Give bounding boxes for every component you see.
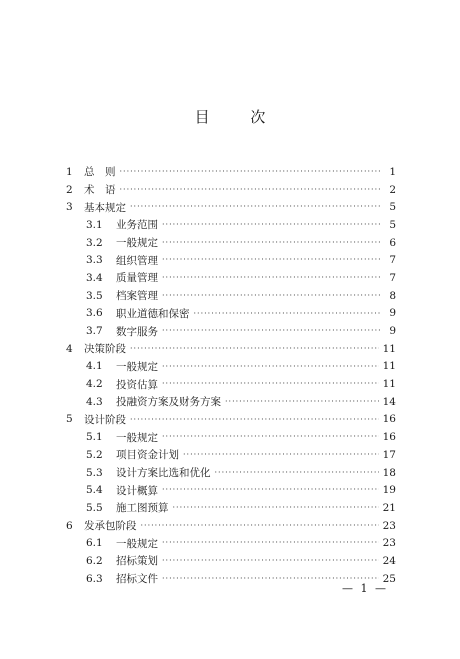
- toc-entry-label: 总 则: [84, 166, 116, 179]
- toc-entry-number: 3: [66, 201, 73, 214]
- page-number-footer: — 1 —: [342, 582, 388, 595]
- toc-subentry[interactable]: [66, 269, 396, 287]
- toc-subentry[interactable]: [66, 322, 396, 340]
- toc-entry-number: 5.3: [86, 466, 103, 479]
- dot-leader: [183, 446, 379, 464]
- toc-subentry[interactable]: [66, 428, 396, 446]
- dot-leader: [162, 481, 379, 499]
- toc-entry-number: 6.3: [86, 572, 103, 585]
- toc-subentry[interactable]: [66, 216, 396, 234]
- toc-entry-page: 5: [389, 218, 396, 231]
- dot-leader: [162, 552, 379, 570]
- dot-leader: [162, 251, 382, 269]
- dot-leader: [162, 216, 382, 234]
- toc-entry-number: 5.2: [86, 448, 103, 461]
- toc-entry-number: 3.5: [86, 289, 103, 302]
- toc-entry-number: 5.1: [86, 431, 103, 444]
- toc-entry[interactable]: [66, 340, 396, 358]
- toc-entry-number: 5: [66, 413, 73, 426]
- toc-entry-page: 23: [382, 519, 396, 532]
- toc-entry-number: 4.3: [86, 395, 103, 408]
- dot-leader: [162, 269, 382, 287]
- toc-subentry[interactable]: [66, 358, 396, 376]
- toc-subentry[interactable]: [66, 481, 396, 499]
- toc-entry-label: 一般规定: [116, 431, 158, 444]
- toc-entry-number: 4.1: [86, 360, 103, 373]
- toc-entry-number: 6.1: [86, 537, 103, 550]
- toc-entry-page: 9: [389, 307, 396, 320]
- toc-entry-page: 25: [382, 572, 396, 585]
- toc-entry-number: 3.7: [86, 325, 103, 338]
- toc-entry-label: 项目资金计划: [116, 449, 179, 462]
- toc-entry-page: 9: [389, 325, 396, 338]
- toc-subentry[interactable]: [66, 375, 396, 393]
- toc-entry-label: 设计方案比选和优化: [116, 467, 211, 480]
- dot-leader: [162, 428, 379, 446]
- toc-entry-page: 19: [382, 484, 396, 497]
- dot-leader: [215, 464, 379, 482]
- dot-leader: [130, 198, 382, 216]
- toc-entry-page: 1: [389, 165, 396, 178]
- toc-entry-page: 7: [389, 254, 396, 267]
- dot-leader: [120, 163, 383, 181]
- toc-subentry[interactable]: [66, 464, 396, 482]
- toc-entry[interactable]: [66, 181, 396, 199]
- toc-entry-number: 3.1: [86, 218, 103, 231]
- toc-entry-label: 业务范围: [116, 219, 158, 232]
- toc-entry-number: 1: [66, 165, 73, 178]
- table-of-contents: [66, 163, 396, 588]
- toc-entry-page: 11: [382, 342, 396, 355]
- toc-entry-page: 7: [389, 271, 396, 284]
- toc-entry-number: 3.4: [86, 271, 103, 284]
- toc-entry-page: 23: [382, 537, 396, 550]
- toc-entry-page: 11: [382, 360, 396, 373]
- toc-entry-label: 质量管理: [116, 272, 158, 285]
- toc-entry-label: 施工图预算: [116, 502, 169, 515]
- toc-entry-page: 5: [389, 201, 396, 214]
- dot-leader: [173, 499, 379, 517]
- toc-entry-label: 数字服务: [116, 325, 158, 338]
- toc-entry-page: 16: [382, 431, 396, 444]
- toc-entry-page: 14: [382, 395, 396, 408]
- toc-entry[interactable]: [66, 517, 396, 535]
- toc-entry-label: 职业道德和保密: [116, 307, 190, 320]
- toc-entry-number: 6.2: [86, 554, 103, 567]
- toc-entry-label: 档案管理: [116, 290, 158, 303]
- dot-leader: [162, 375, 379, 393]
- dot-leader: [130, 411, 379, 429]
- toc-entry-label: 设计阶段: [84, 413, 126, 426]
- toc-entry-number: 2: [66, 183, 73, 196]
- dot-leader: [194, 305, 383, 323]
- toc-subentry[interactable]: [66, 499, 396, 517]
- toc-entry-page: 2: [389, 183, 396, 196]
- toc-subentry[interactable]: [66, 305, 396, 323]
- toc-entry-label: 一般规定: [116, 360, 158, 373]
- toc-subentry[interactable]: [66, 446, 396, 464]
- dot-leader: [130, 340, 379, 358]
- toc-subentry[interactable]: [66, 534, 396, 552]
- toc-entry-page: 11: [382, 378, 396, 391]
- toc-entry-label: 基本规定: [84, 201, 126, 214]
- toc-entry-label: 一般规定: [116, 237, 158, 250]
- toc-entry-label: 一般规定: [116, 537, 158, 550]
- toc-subentry[interactable]: [66, 393, 396, 411]
- toc-entry-label: 投融资方案及财务方案: [116, 396, 221, 409]
- toc-entry-number: 4.2: [86, 378, 103, 391]
- dot-leader: [162, 234, 382, 252]
- toc-entry-number: 4: [66, 342, 73, 355]
- toc-entry-number: 3.6: [86, 307, 103, 320]
- toc-entry-number: 5.4: [86, 484, 103, 497]
- toc-entry-page: 16: [382, 413, 396, 426]
- toc-subentry[interactable]: [66, 251, 396, 269]
- toc-entry-page: 6: [389, 236, 396, 249]
- toc-entry[interactable]: [66, 411, 396, 429]
- toc-entry-number: 6: [66, 519, 73, 532]
- dot-leader: [162, 287, 382, 305]
- dot-leader: [225, 393, 379, 411]
- toc-entry-page: 8: [389, 289, 396, 302]
- toc-entry-number: 3.2: [86, 236, 103, 249]
- toc-entry-label: 投资估算: [116, 378, 158, 391]
- toc-entry[interactable]: [66, 163, 396, 181]
- toc-entry-page: 21: [382, 501, 396, 514]
- toc-entry-label: 术 语: [84, 184, 116, 197]
- toc-entry-label: 招标策划: [116, 555, 158, 568]
- toc-subentry[interactable]: [66, 234, 396, 252]
- toc-entry-label: 组织管理: [116, 254, 158, 267]
- toc-entry-label: 招标文件: [116, 573, 158, 586]
- toc-entry-number: 3.3: [86, 254, 103, 267]
- toc-entry-label: 决策阶段: [84, 343, 126, 356]
- toc-subentry[interactable]: [66, 552, 396, 570]
- toc-title: 目 次: [194, 108, 284, 126]
- dot-leader: [141, 517, 379, 535]
- toc-entry-label: 发承包阶段: [84, 520, 137, 533]
- dot-leader: [162, 358, 379, 376]
- toc-entry-page: 24: [382, 554, 396, 567]
- toc-entry-page: 18: [382, 466, 396, 479]
- toc-entry-number: 5.5: [86, 501, 103, 514]
- dot-leader: [162, 534, 379, 552]
- dot-leader: [120, 181, 383, 199]
- toc-entry-page: 17: [382, 448, 396, 461]
- toc-entry-label: 设计概算: [116, 484, 158, 497]
- dot-leader: [162, 322, 382, 340]
- toc-subentry[interactable]: [66, 287, 396, 305]
- toc-entry[interactable]: [66, 198, 396, 216]
